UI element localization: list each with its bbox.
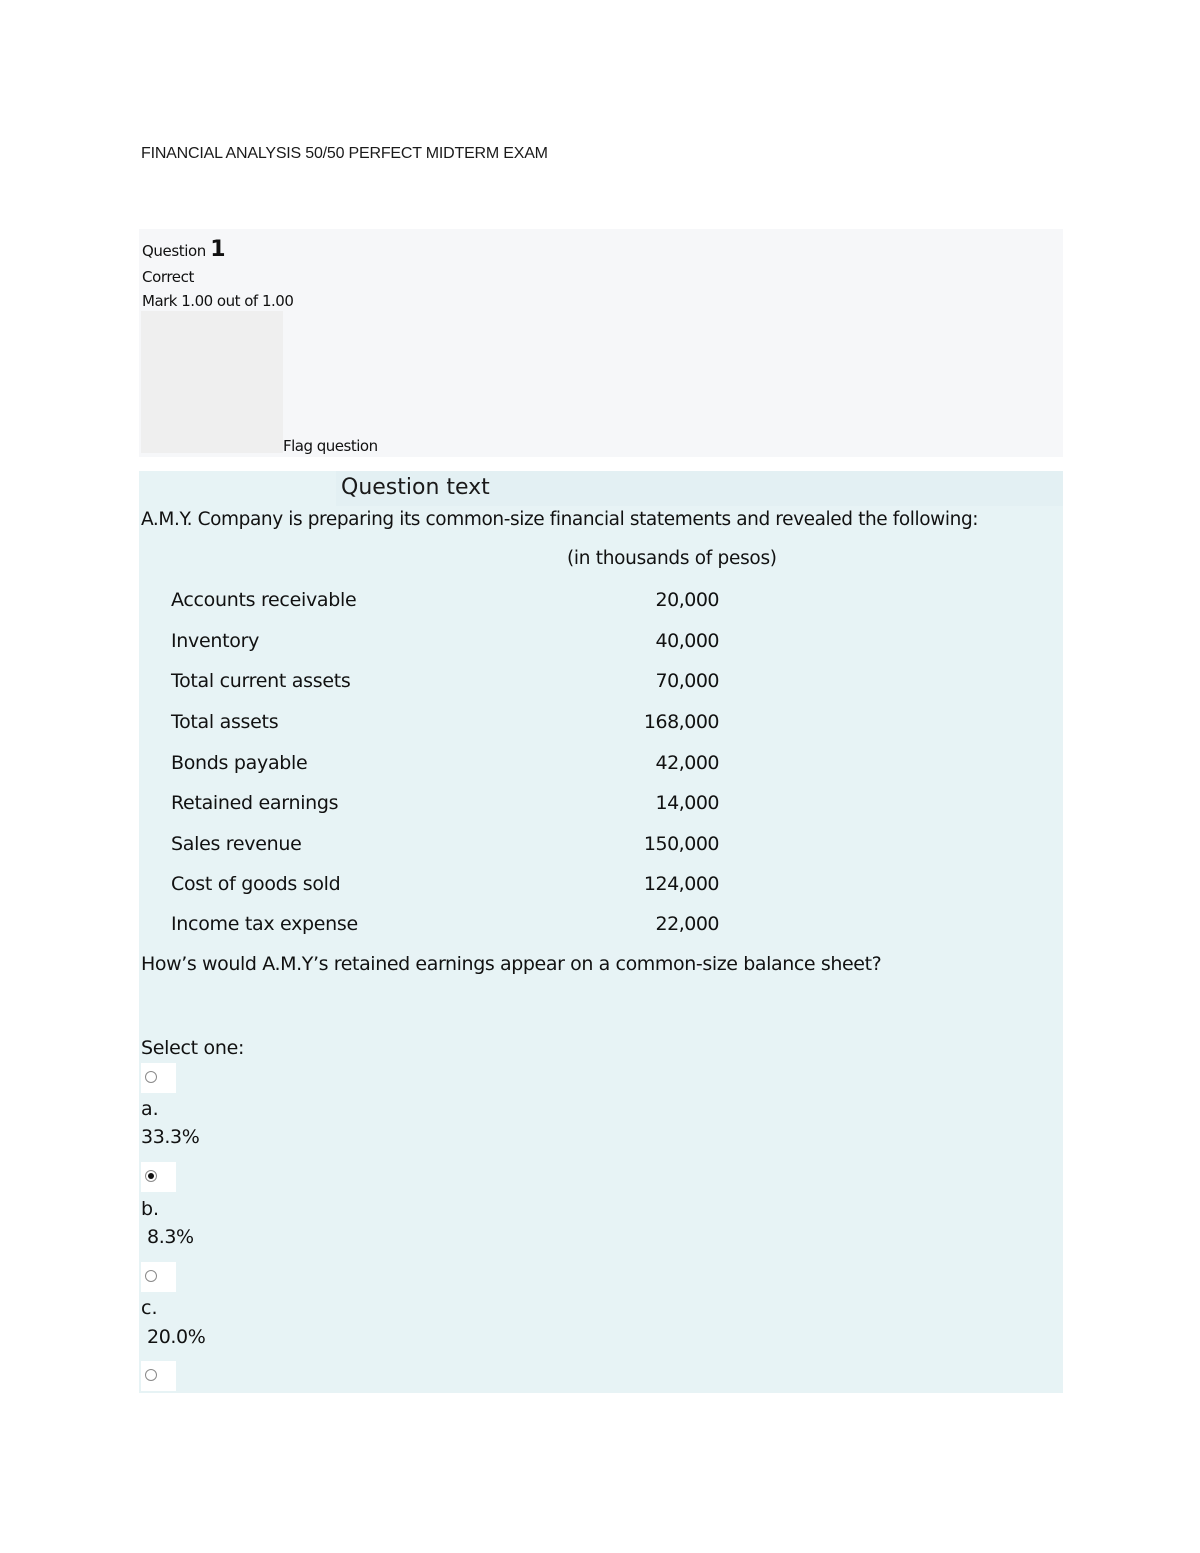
question-label: Question (142, 242, 206, 260)
financial-item-row (171, 913, 731, 941)
question-info-panel (139, 229, 1063, 457)
option-c-letter: c. (141, 1297, 158, 1319)
financial-item-row (171, 589, 731, 617)
financial-item-row (171, 670, 731, 698)
financial-item-label: Cost of goods sold (171, 873, 341, 895)
option-a-text[interactable]: 33.3% (141, 1126, 200, 1148)
financial-item-value: 42,000 (655, 752, 719, 774)
radio-unchecked-icon[interactable] (145, 1369, 157, 1381)
financial-item-row (171, 792, 731, 820)
radio-checked-icon[interactable] (145, 1170, 157, 1182)
question-text-heading: Question text (341, 475, 490, 500)
financial-item-value: 22,000 (655, 913, 719, 935)
question-intro: A.M.Y. Company is preparing its common-size financial statements and revealed the following: (141, 509, 979, 530)
option-b-letter: b. (141, 1198, 160, 1220)
document-title: FINANCIAL ANALYSIS 50/50 PERFECT MIDTERM EXAM (141, 145, 548, 162)
financial-item-label: Income tax expense (171, 913, 358, 935)
units-note: (in thousands of pesos) (567, 548, 777, 569)
financial-item-value: 168,000 (643, 711, 719, 733)
flag-question-link[interactable]: Flag question (283, 437, 378, 455)
flag-icon[interactable] (141, 311, 283, 453)
option-a-letter: a. (141, 1098, 159, 1120)
financial-item-row (171, 711, 731, 739)
financial-item-row (171, 833, 731, 861)
question-content (139, 471, 1063, 1393)
financial-item-value: 14,000 (655, 792, 719, 814)
financial-item-label: Inventory (171, 630, 260, 652)
financial-item-label: Sales revenue (171, 833, 302, 855)
radio-unchecked-icon[interactable] (145, 1071, 157, 1083)
option-c-radio[interactable] (141, 1262, 176, 1292)
option-c-text[interactable]: 20.0% (147, 1326, 206, 1348)
financial-item-row (171, 630, 731, 658)
option-d-radio[interactable] (141, 1361, 176, 1391)
financial-item-row (171, 873, 731, 901)
question-state: Correct (142, 268, 194, 286)
financial-item-label: Total assets (171, 711, 279, 733)
option-b-text[interactable]: 8.3% (147, 1226, 194, 1248)
option-b-radio[interactable] (141, 1162, 176, 1192)
financial-item-label: Accounts receivable (171, 589, 357, 611)
financial-item-label: Bonds payable (171, 752, 308, 774)
financial-item-value: 70,000 (655, 670, 719, 692)
financial-item-value: 124,000 (643, 873, 719, 895)
financial-item-row (171, 752, 731, 780)
radio-unchecked-icon[interactable] (145, 1270, 157, 1282)
question-number-label (142, 237, 225, 262)
financial-item-value: 150,000 (643, 833, 719, 855)
question-grade: Mark 1.00 out of 1.00 (142, 292, 294, 310)
financial-item-label: Retained earnings (171, 792, 339, 814)
question-number: 1 (210, 237, 226, 262)
question-prompt: How’s would A.M.Y’s retained earnings appear on a common-size balance sheet? (141, 953, 882, 975)
financial-item-value: 40,000 (655, 630, 719, 652)
financial-item-value: 20,000 (655, 589, 719, 611)
financial-item-label: Total current assets (171, 670, 351, 692)
select-one-label: Select one: (141, 1037, 245, 1059)
option-a-radio[interactable] (141, 1063, 176, 1093)
